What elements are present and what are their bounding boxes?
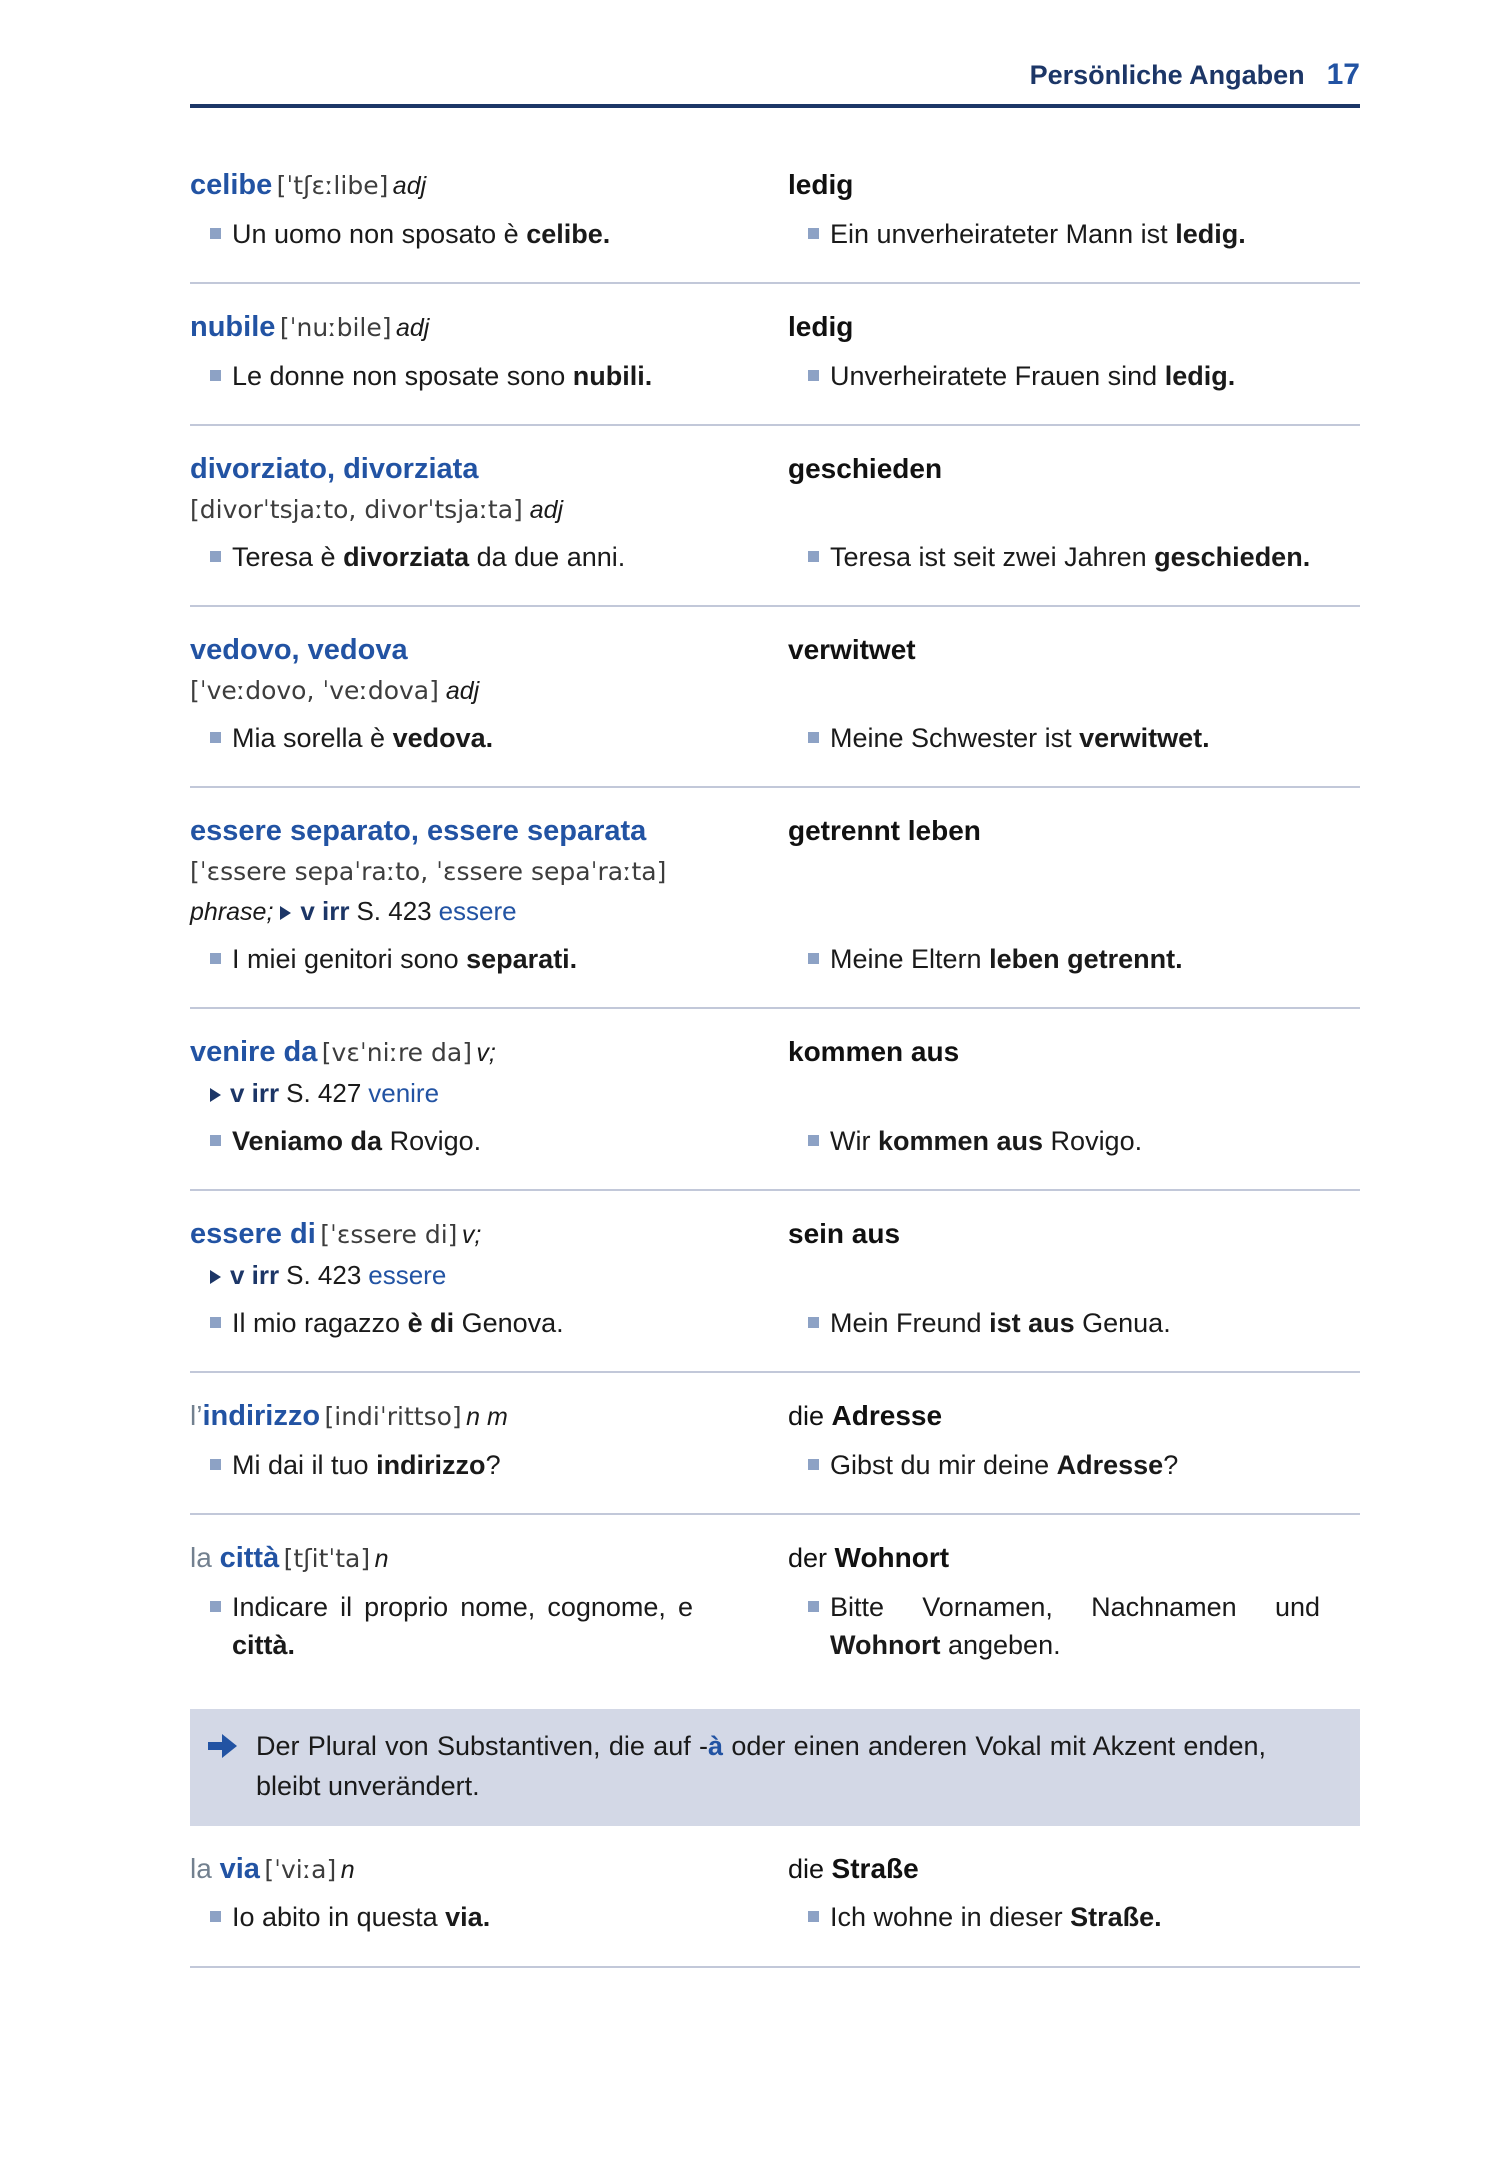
example-italian xyxy=(190,538,788,576)
square-bullet-icon xyxy=(808,953,819,964)
headword: indirizzo xyxy=(202,1400,321,1433)
translation-block-german xyxy=(788,167,1360,205)
headword-block-italian xyxy=(190,451,788,528)
ipa-transcription: [ˈveːdovo, ˈveːdova] xyxy=(190,675,439,705)
translation-block-german xyxy=(788,632,1360,709)
square-bullet-icon xyxy=(808,370,819,381)
example-german xyxy=(788,1446,1360,1484)
example-sentence: Mein Freund ist aus Genua. xyxy=(830,1307,1171,1338)
page-header xyxy=(190,58,1360,108)
square-bullet-icon xyxy=(808,1459,819,1470)
headword-block-italian xyxy=(190,1034,788,1112)
translation-block-german xyxy=(788,813,1360,930)
grammar-line xyxy=(190,1257,788,1294)
ipa-transcription: [ˈtʃɛːlibe] xyxy=(276,171,389,200)
note-text: Der Plural von Substantiven, die auf -à oder einen anderen Vokal mit Akzent enden, bleibt unverändert. xyxy=(256,1731,1266,1801)
headword-line xyxy=(190,309,788,347)
ipa-line xyxy=(190,673,788,709)
example-sentence: Ein unverheirateter Mann ist ledig. xyxy=(830,218,1246,249)
ipa-transcription: [tʃitˈta] xyxy=(283,1544,371,1574)
example-sentence: Meine Schwester ist verwitwet. xyxy=(830,722,1210,753)
example-sentence: I miei genitori sono separati. xyxy=(232,943,578,974)
ipa-line xyxy=(190,492,788,528)
grammar-line xyxy=(190,893,788,930)
example-sentence: Le donne non sposate sono nubili. xyxy=(232,360,653,391)
ipa-transcription: [indiˈrittso] xyxy=(324,1402,462,1432)
translation-block-german xyxy=(788,451,1360,528)
ipa-transcription: [ˈviːa] xyxy=(264,1854,337,1884)
example-german xyxy=(788,1588,1360,1665)
pos-label: n xyxy=(340,1855,355,1884)
square-bullet-icon xyxy=(210,1135,221,1146)
entry-celibe xyxy=(190,142,1360,284)
translation: ledig xyxy=(788,311,854,343)
example-italian xyxy=(190,940,788,978)
ipa-transcription: [ˈɛssere sepaˈraːto, ˈɛssere sepaˈraːta] xyxy=(190,856,667,886)
example-italian xyxy=(190,719,788,757)
headword-block-italian xyxy=(190,309,788,347)
verb-ref-triangle-icon xyxy=(280,906,291,920)
headword-block-italian xyxy=(190,1398,788,1436)
ipa-transcription: [vɛˈniːre da] xyxy=(321,1038,472,1068)
headword-block-italian xyxy=(190,1216,788,1294)
page-number: 17 xyxy=(1326,58,1360,91)
ipa-transcription: [ˈnuːbile] xyxy=(279,313,392,343)
example-sentence: Ich wohne in dieser Straße. xyxy=(830,1902,1162,1933)
verb-irregular-label: v irr xyxy=(230,1259,280,1290)
example-sentence: Veniamo da Rovigo. xyxy=(232,1125,482,1156)
headword: venire da xyxy=(190,1036,318,1069)
entry-via xyxy=(190,1826,1360,1968)
headword: celibe xyxy=(190,169,273,201)
translation: kommen aus xyxy=(788,1036,960,1068)
article-label: la xyxy=(190,1542,220,1574)
square-bullet-icon xyxy=(210,228,221,239)
square-bullet-icon xyxy=(808,1317,819,1328)
example-german xyxy=(788,357,1360,395)
verb-ref-link: essere xyxy=(368,1259,447,1290)
example-sentence: Unverheiratete Frauen sind ledig. xyxy=(830,360,1236,391)
headword-block-italian xyxy=(190,1851,788,1889)
translation-block-german xyxy=(788,1540,1360,1578)
entries-list xyxy=(190,142,1360,1968)
square-bullet-icon xyxy=(210,1601,221,1612)
headword-block-italian xyxy=(190,632,788,709)
example-italian xyxy=(190,357,788,395)
headword-line xyxy=(190,167,788,205)
translation: Adresse xyxy=(831,1400,943,1432)
verb-ref-triangle-icon xyxy=(210,1088,221,1102)
headword-block-italian xyxy=(190,813,788,930)
example-sentence: Teresa ist seit zwei Jahren geschieden. xyxy=(830,541,1311,572)
translation: sein aus xyxy=(788,1218,901,1250)
translation: Wohnort xyxy=(834,1542,950,1574)
pos-label: v; xyxy=(461,1221,482,1250)
translation: getrennt leben xyxy=(788,815,981,847)
square-bullet-icon xyxy=(808,1911,819,1922)
square-bullet-icon xyxy=(808,228,819,239)
square-bullet-icon xyxy=(210,1911,221,1922)
entry-indirizzo xyxy=(190,1373,1360,1515)
note-arrow-icon xyxy=(208,1734,238,1758)
entry-divorziato xyxy=(190,426,1360,607)
translation: Straße xyxy=(831,1852,919,1884)
example-sentence: Gibst du mir deine Adresse? xyxy=(830,1449,1179,1480)
example-german xyxy=(788,215,1360,253)
example-german xyxy=(788,1898,1360,1936)
example-sentence: Wir kommen aus Rovigo. xyxy=(830,1125,1143,1156)
example-italian xyxy=(190,1304,788,1342)
example-italian xyxy=(190,1588,788,1665)
translation-block-german xyxy=(788,1398,1360,1436)
grammar-line xyxy=(190,1075,788,1112)
verb-ref-link: essere xyxy=(438,895,517,926)
verb-ref-link: venire xyxy=(368,1077,440,1108)
example-sentence: Mi dai il tuo indirizzo? xyxy=(232,1449,501,1480)
headword: essere di xyxy=(190,1218,316,1251)
entry-vedovo xyxy=(190,607,1360,788)
example-german xyxy=(788,538,1360,576)
page-header-title: Persönliche Angaben xyxy=(1029,60,1305,90)
verb-ref-page: S. 423 xyxy=(286,1259,362,1290)
entry-essere-di xyxy=(190,1191,1360,1373)
translation: ledig xyxy=(788,169,854,200)
square-bullet-icon xyxy=(210,1317,221,1328)
headword: vedovo, vedova xyxy=(190,634,408,667)
translation-block-german xyxy=(788,1216,1360,1294)
example-german xyxy=(788,940,1360,978)
headword-block-italian xyxy=(190,1540,788,1578)
headword: essere separato, essere separata xyxy=(190,815,647,848)
example-sentence: Teresa è divorziata da due anni. xyxy=(232,541,626,572)
headword-block-italian xyxy=(190,167,788,205)
article-label: l’ xyxy=(190,1400,203,1432)
square-bullet-icon xyxy=(808,1135,819,1146)
translation-block-german xyxy=(788,1851,1360,1889)
square-bullet-icon xyxy=(808,732,819,743)
headword: città xyxy=(219,1542,280,1575)
example-sentence: Bitte Vornamen, Nachnamen und Wohnort angeben. xyxy=(830,1591,1320,1661)
entry-nubile xyxy=(190,284,1360,426)
note-accent: à xyxy=(708,1731,724,1762)
ipa-transcription: [ˈɛssere di] xyxy=(320,1220,458,1250)
pos-label: v; xyxy=(476,1039,496,1068)
pos-label: adj xyxy=(529,495,564,524)
article-label: la xyxy=(190,1852,220,1884)
square-bullet-icon xyxy=(808,551,819,562)
square-bullet-icon xyxy=(808,1601,819,1612)
translation-block-german xyxy=(788,309,1360,347)
example-sentence: Un uomo non sposato è celibe. xyxy=(232,218,611,249)
translation-block-german xyxy=(788,1034,1360,1112)
headword: divorziato, divorziata xyxy=(190,453,479,486)
pos-label: adj xyxy=(392,172,427,200)
article-label: die xyxy=(788,1853,832,1884)
article-label: der xyxy=(788,1543,835,1574)
example-italian xyxy=(190,1446,788,1484)
pos-label: n m xyxy=(466,1403,508,1432)
example-sentence: Meine Eltern leben getrennt. xyxy=(830,943,1183,974)
square-bullet-icon xyxy=(210,551,221,562)
example-sentence: Io abito in questa via. xyxy=(232,1902,491,1933)
article-label: die xyxy=(788,1401,832,1432)
ipa-line xyxy=(190,854,788,890)
example-sentence: Mia sorella è vedova. xyxy=(232,722,494,753)
pos-label: adj xyxy=(395,314,430,343)
example-italian xyxy=(190,215,788,253)
square-bullet-icon xyxy=(210,732,221,743)
example-italian xyxy=(190,1898,788,1936)
entry-essere-separato xyxy=(190,788,1360,1009)
example-sentence: Indicare il proprio nome, cognome, e città. xyxy=(232,1591,693,1661)
headword: nubile xyxy=(190,311,276,344)
example-german xyxy=(788,1304,1360,1342)
translation: geschieden xyxy=(788,453,943,485)
translation-line xyxy=(788,167,1360,203)
grammar-note-box xyxy=(190,1709,1360,1825)
square-bullet-icon xyxy=(210,953,221,964)
verb-ref-page: S. 427 xyxy=(286,1077,362,1108)
example-sentence: Il mio ragazzo è di Genova. xyxy=(232,1307,564,1338)
verb-irregular-label: v irr xyxy=(300,895,350,926)
ipa-transcription: [divorˈtsjaːto, divorˈtsjaːta] xyxy=(190,494,523,524)
phrase-label: phrase; xyxy=(190,897,274,926)
verb-irregular-label: v irr xyxy=(230,1077,280,1108)
example-italian xyxy=(190,1122,788,1160)
square-bullet-icon xyxy=(210,1459,221,1470)
pos-label: adj xyxy=(445,676,480,705)
pos-label: n xyxy=(374,1545,389,1574)
verb-ref-triangle-icon xyxy=(210,1270,221,1284)
example-german xyxy=(788,1122,1360,1160)
example-german xyxy=(788,719,1360,757)
translation: verwitwet xyxy=(788,634,916,666)
entry-venire-da xyxy=(190,1009,1360,1191)
entry-citta xyxy=(190,1515,1360,1693)
square-bullet-icon xyxy=(210,370,221,381)
headword: via xyxy=(219,1852,260,1885)
verb-ref-page: S. 423 xyxy=(356,895,432,926)
